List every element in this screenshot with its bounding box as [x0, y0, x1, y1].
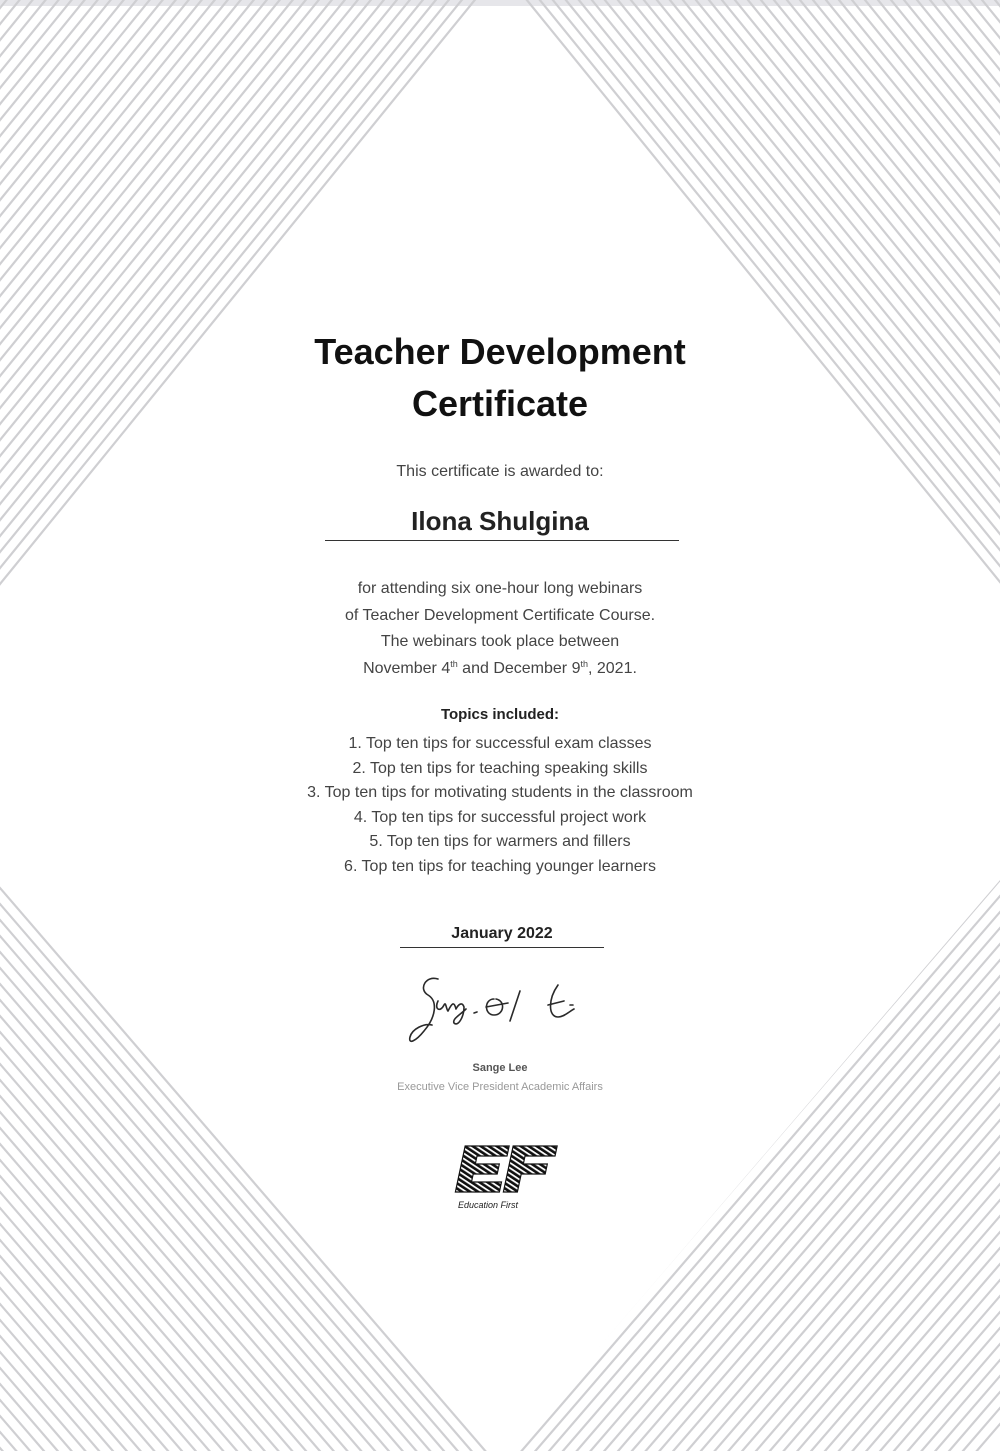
description-line-3: The webinars took place between: [380, 633, 620, 650]
end-date-ordinal: th: [580, 658, 588, 669]
topic-item: 4. Top ten tips for successful project work: [353, 808, 647, 826]
description-line-2: of Teacher Development Certificate Course.: [344, 606, 656, 624]
topics-list: [200, 732, 800, 879]
recipient-name: Ilona Shulgina: [411, 506, 589, 536]
end-date-text: and December 9: [457, 659, 581, 677]
title-line-2: Certificate: [411, 383, 589, 424]
issue-date: January 2022: [451, 925, 553, 942]
topic-item: 3. Top ten tips for motivating students in the classroom: [307, 784, 693, 801]
title-line-1: Teacher Development: [314, 331, 686, 372]
topic-item: 6. Top ten tips for teaching younger learners: [344, 857, 656, 875]
logo-caption: Education First: [458, 1200, 519, 1210]
description-line-1: for attending six one-hour long webinars: [357, 580, 643, 597]
topics-heading: Topics included:: [440, 706, 560, 723]
course-description: [250, 576, 750, 682]
topic-item: 5. Top ten tips for warmers and fillers: [369, 833, 631, 850]
description-line-4: [250, 656, 750, 683]
certificate-title: [200, 326, 800, 430]
recipient-underline: [325, 540, 679, 541]
start-date-ordinal: th: [450, 658, 458, 669]
topic-item: 2. Top ten tips for teaching speaking skills: [352, 759, 648, 777]
signature-image: [398, 965, 603, 1055]
year-text: , 2021.: [587, 659, 637, 677]
topic-item: 1. Top ten tips for successful exam classes: [348, 735, 652, 752]
signer-title: Executive Vice President Academic Affairs: [397, 1081, 603, 1093]
start-date-text: November 4: [363, 659, 451, 677]
ef-education-first-logo: [448, 1142, 558, 1222]
date-underline: [400, 947, 604, 948]
signer-name: Sange Lee: [472, 1062, 528, 1074]
awarded-to-label: This certificate is awarded to:: [396, 463, 604, 480]
